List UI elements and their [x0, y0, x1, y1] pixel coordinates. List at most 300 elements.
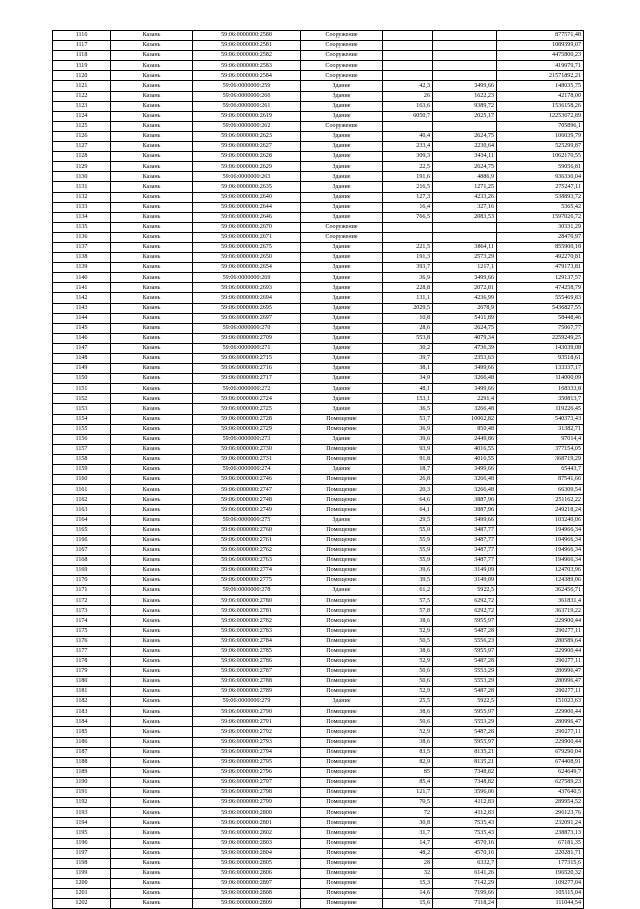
row-number-cell: 1181 — [53, 687, 111, 697]
row-number-cell: 1120 — [53, 71, 111, 81]
cadastral-number-cell: 59:06:0000000:2760 — [193, 525, 301, 535]
rate-cell: 6141,26 — [433, 868, 497, 878]
object-type-cell: Помещение — [301, 838, 383, 848]
table-row — [53, 172, 584, 182]
row-number-cell: 1157 — [53, 444, 111, 454]
rate-cell: 2624,75 — [433, 323, 497, 333]
table-row — [53, 454, 584, 464]
row-number-cell: 1180 — [53, 677, 111, 687]
object-type-cell: Здание — [301, 152, 383, 162]
cadastral-number-cell: 59:06:0000000:2763 — [193, 555, 301, 565]
row-number-cell: 1168 — [53, 555, 111, 565]
row-number-cell: 1143 — [53, 303, 111, 313]
cadastral-value-cell: 124703,96 — [497, 565, 584, 575]
cadastral-number-cell: 59:06:0000000:2791 — [193, 717, 301, 727]
object-type-cell: Здание — [301, 374, 383, 384]
area-cell: 153,1 — [383, 394, 433, 404]
row-number-cell: 1161 — [53, 485, 111, 495]
cadastral-number-cell: 59:06:0000000:2798 — [193, 788, 301, 798]
city-cell: Казань — [111, 434, 193, 444]
object-type-cell: Помещение — [301, 495, 383, 505]
table-row — [53, 333, 584, 343]
city-cell: Казань — [111, 414, 193, 424]
city-cell: Казань — [111, 253, 193, 263]
city-cell: Казань — [111, 91, 193, 101]
cadastral-value-cell: 474258,79 — [497, 283, 584, 293]
city-cell: Казань — [111, 222, 193, 232]
rate-cell: 5487,28 — [433, 727, 497, 737]
city-cell: Казань — [111, 656, 193, 666]
object-type-cell: Помещение — [301, 788, 383, 798]
cadastral-value-cell: 124389,06 — [497, 576, 584, 586]
rate-cell — [433, 31, 497, 41]
rate-cell: 4112,83 — [433, 808, 497, 818]
object-type-cell: Помещение — [301, 798, 383, 808]
table-row — [53, 162, 584, 172]
cadastral-value-cell: 67181,35 — [497, 838, 584, 848]
table-row — [53, 444, 584, 454]
cadastral-number-cell: 59:06:0000000:2635 — [193, 182, 301, 192]
area-cell: 57,5 — [383, 596, 433, 606]
rate-cell: 4079,34 — [433, 333, 497, 343]
object-type-cell: Здание — [301, 192, 383, 202]
area-cell: 53,7 — [383, 414, 433, 424]
city-cell: Казань — [111, 121, 193, 131]
document-page — [52, 30, 583, 909]
table-row — [53, 61, 584, 71]
area-cell: 55,9 — [383, 545, 433, 555]
table-row — [53, 777, 584, 787]
row-number-cell: 1193 — [53, 808, 111, 818]
row-number-cell: 1200 — [53, 878, 111, 888]
row-number-cell: 1166 — [53, 535, 111, 545]
cadastral-value-cell: 65443,7 — [497, 465, 584, 475]
row-number-cell: 1191 — [53, 788, 111, 798]
area-cell — [383, 232, 433, 242]
cadastral-value-cell: 105115,04 — [497, 888, 584, 898]
rate-cell: 3887,96 — [433, 505, 497, 515]
rate-cell: 6332,7 — [433, 858, 497, 868]
area-cell: 22,5 — [383, 162, 433, 172]
table-row — [53, 757, 584, 767]
row-number-cell: 1163 — [53, 505, 111, 515]
cadastral-value-cell: 229900,44 — [497, 707, 584, 717]
cadastral-value-cell: 148035,75 — [497, 81, 584, 91]
area-cell: 766,5 — [383, 212, 433, 222]
table-row — [53, 131, 584, 141]
cadastral-number-cell: 59:06:0000000:274 — [193, 465, 301, 475]
row-number-cell: 1145 — [53, 323, 111, 333]
city-cell: Казань — [111, 273, 193, 283]
cadastral-value-cell: 280589,64 — [497, 636, 584, 646]
cadastral-value-cell: 194966,34 — [497, 535, 584, 545]
row-number-cell: 1150 — [53, 374, 111, 384]
city-cell: Казань — [111, 717, 193, 727]
cadastral-value-cell: 151023,63 — [497, 697, 584, 707]
cadastral-number-cell: 59:06:0000000:260 — [193, 91, 301, 101]
rate-cell: 5487,28 — [433, 687, 497, 697]
rate-cell: 3596,06 — [433, 788, 497, 798]
area-cell: 39,5 — [383, 576, 433, 586]
object-type-cell: Сооружение — [301, 41, 383, 51]
rate-cell: 5556,23 — [433, 636, 497, 646]
area-cell: 31,7 — [383, 828, 433, 838]
rate-cell: 7348,82 — [433, 767, 497, 777]
row-number-cell: 1126 — [53, 131, 111, 141]
area-cell: 6050,7 — [383, 111, 433, 121]
city-cell: Казань — [111, 697, 193, 707]
rate-cell: 3487,77 — [433, 535, 497, 545]
table-row — [53, 273, 584, 283]
row-number-cell: 1196 — [53, 838, 111, 848]
rate-cell: 2072,81 — [433, 283, 497, 293]
row-number-cell: 1199 — [53, 868, 111, 878]
rate-cell: 7348,82 — [433, 777, 497, 787]
table-row — [53, 414, 584, 424]
rate-cell: 4736,39 — [433, 343, 497, 353]
table-row — [53, 253, 584, 263]
cadastral-number-cell: 59:06:0000000:2716 — [193, 364, 301, 374]
area-cell: 14,7 — [383, 838, 433, 848]
cadastral-value-cell: 251162,22 — [497, 495, 584, 505]
table-row — [53, 475, 584, 485]
cadastral-number-cell: 59:06:0000000:273 — [193, 434, 301, 444]
row-number-cell: 1169 — [53, 565, 111, 575]
area-cell: 72 — [383, 808, 433, 818]
table-row — [53, 626, 584, 636]
rate-cell — [433, 222, 497, 232]
cadastral-value-cell: 59056,81 — [497, 162, 584, 172]
rate-cell: 4016,55 — [433, 444, 497, 454]
city-cell: Казань — [111, 888, 193, 898]
cadastral-number-cell: 59:06:0000000:279 — [193, 697, 301, 707]
cadastral-number-cell: 59:06:0000000:2731 — [193, 454, 301, 464]
city-cell: Казань — [111, 283, 193, 293]
table-row — [53, 525, 584, 535]
object-type-cell: Помещение — [301, 606, 383, 616]
row-number-cell: 1179 — [53, 666, 111, 676]
cadastral-number-cell: 59:06:0000000:2748 — [193, 495, 301, 505]
city-cell: Казань — [111, 757, 193, 767]
city-cell: Казань — [111, 212, 193, 222]
cadastral-number-cell: 59:06:0000000:2785 — [193, 646, 301, 656]
cadastral-value-cell: 5365,42 — [497, 202, 584, 212]
object-type-cell: Помещение — [301, 727, 383, 737]
table-row — [53, 596, 584, 606]
cadastral-number-cell: 59:06:0000000:2695 — [193, 303, 301, 313]
cadastral-number-cell: 59:06:0000000:261 — [193, 101, 301, 111]
cadastral-value-cell: 143039,08 — [497, 343, 584, 353]
cadastral-value-cell: 42178,00 — [497, 91, 584, 101]
cadastral-value-cell: 361831,4 — [497, 596, 584, 606]
rate-cell: 2678,9 — [433, 303, 497, 313]
area-cell: 50,6 — [383, 677, 433, 687]
rate-cell: 3434,11 — [433, 152, 497, 162]
cadastral-value-cell: 31382,71 — [497, 424, 584, 434]
table-row — [53, 111, 584, 121]
table-row — [53, 677, 584, 687]
cadastral-value-cell: 75067,77 — [497, 323, 584, 333]
area-cell: 39,7 — [383, 354, 433, 364]
row-number-cell: 1202 — [53, 899, 111, 909]
area-cell: 39,6 — [383, 565, 433, 575]
cadastral-value-cell: 119226,45 — [497, 404, 584, 414]
rate-cell: 5955,97 — [433, 646, 497, 656]
cadastral-value-cell: 229900,44 — [497, 737, 584, 747]
row-number-cell: 1178 — [53, 656, 111, 666]
city-cell: Казань — [111, 828, 193, 838]
cadastral-number-cell: 59:06:0000000:2786 — [193, 656, 301, 666]
rate-cell — [433, 61, 497, 71]
object-type-cell: Здание — [301, 91, 383, 101]
table-row — [53, 313, 584, 323]
row-number-cell: 1152 — [53, 394, 111, 404]
area-cell — [383, 222, 433, 232]
cadastral-number-cell: 59:06:0000000:2640 — [193, 192, 301, 202]
row-number-cell: 1148 — [53, 354, 111, 364]
rate-cell: 3499,66 — [433, 364, 497, 374]
row-number-cell: 1162 — [53, 495, 111, 505]
area-cell: 36,5 — [383, 404, 433, 414]
city-cell: Казань — [111, 576, 193, 586]
rate-cell: 10062,82 — [433, 414, 497, 424]
area-cell: 38,6 — [383, 737, 433, 747]
object-type-cell: Помещение — [301, 555, 383, 565]
cadastral-value-cell: 280996,47 — [497, 677, 584, 687]
row-number-cell: 1137 — [53, 242, 111, 252]
rate-cell: 5553,29 — [433, 666, 497, 676]
object-type-cell: Здание — [301, 354, 383, 364]
object-type-cell: Здание — [301, 111, 383, 121]
row-number-cell: 1131 — [53, 182, 111, 192]
area-cell — [383, 31, 433, 41]
row-number-cell: 1176 — [53, 636, 111, 646]
city-cell: Казань — [111, 596, 193, 606]
rate-cell: 4016,55 — [433, 454, 497, 464]
row-number-cell: 1164 — [53, 515, 111, 525]
cadastral-number-cell: 59:06:0000000:2799 — [193, 798, 301, 808]
city-cell: Казань — [111, 677, 193, 687]
rate-cell: 3499,66 — [433, 515, 497, 525]
area-cell: 30,2 — [383, 343, 433, 353]
cadastral-value-cell: 28470,97 — [497, 232, 584, 242]
object-type-cell: Сооружение — [301, 51, 383, 61]
area-cell: 64,1 — [383, 505, 433, 515]
area-cell: 50,5 — [383, 636, 433, 646]
table-row — [53, 142, 584, 152]
area-cell — [383, 41, 433, 51]
area-cell: 228,8 — [383, 283, 433, 293]
row-number-cell: 1134 — [53, 212, 111, 222]
row-number-cell: 1198 — [53, 858, 111, 868]
area-cell: 233,4 — [383, 142, 433, 152]
cadastral-number-cell: 59:06:0000000:2802 — [193, 828, 301, 838]
table-row — [53, 81, 584, 91]
object-type-cell: Помещение — [301, 636, 383, 646]
table-row — [53, 71, 584, 81]
cadastral-value-cell: 5436827,55 — [497, 303, 584, 313]
rate-cell: 7142,29 — [433, 878, 497, 888]
rate-cell: 5922,5 — [433, 586, 497, 596]
object-type-cell: Здание — [301, 323, 383, 333]
area-cell: 34,9 — [383, 374, 433, 384]
city-cell: Казань — [111, 172, 193, 182]
cadastral-value-cell: 538893,72 — [497, 192, 584, 202]
city-cell: Казань — [111, 565, 193, 575]
cadastral-number-cell: 59:06:0000000:2724 — [193, 394, 301, 404]
table-row — [53, 636, 584, 646]
row-number-cell: 1194 — [53, 818, 111, 828]
object-type-cell: Здание — [301, 293, 383, 303]
object-type-cell: Здание — [301, 242, 383, 252]
table-row — [53, 818, 584, 828]
row-number-cell: 1138 — [53, 253, 111, 263]
cadastral-number-cell: 59:06:0000000:2775 — [193, 576, 301, 586]
table-row — [53, 374, 584, 384]
city-cell: Казань — [111, 242, 193, 252]
table-row — [53, 545, 584, 555]
rate-cell: 2230,64 — [433, 142, 497, 152]
cadastral-value-cell: 525299,87 — [497, 142, 584, 152]
city-cell: Казань — [111, 313, 193, 323]
cadastral-value-cell: 168333,8 — [497, 384, 584, 394]
cadastral-number-cell: 59:06:0000000:2619 — [193, 111, 301, 121]
row-number-cell: 1128 — [53, 152, 111, 162]
cadastral-number-cell: 59:06:0000000:2715 — [193, 354, 301, 364]
row-number-cell: 1174 — [53, 616, 111, 626]
cadastral-value-cell: 540373,43 — [497, 414, 584, 424]
rate-cell: 5955,97 — [433, 616, 497, 626]
rate-cell: 2624,75 — [433, 162, 497, 172]
object-type-cell: Помещение — [301, 848, 383, 858]
row-number-cell: 1184 — [53, 717, 111, 727]
area-cell: 70,5 — [383, 798, 433, 808]
object-type-cell: Помещение — [301, 626, 383, 636]
area-cell: 50,6 — [383, 666, 433, 676]
city-cell: Казань — [111, 848, 193, 858]
cadastral-value-cell: 362456,71 — [497, 586, 584, 596]
city-cell: Казань — [111, 899, 193, 909]
row-number-cell: 1186 — [53, 737, 111, 747]
rate-cell: 7199,66 — [433, 888, 497, 898]
city-cell: Казань — [111, 687, 193, 697]
table-row — [53, 263, 584, 273]
rate-cell: 3149,09 — [433, 576, 497, 586]
cadastral-number-cell: 59:06:0000000:263 — [193, 172, 301, 182]
cadastral-number-cell: 59:06:0000000:2582 — [193, 51, 301, 61]
cadastral-number-cell: 59:06:0000000:2788 — [193, 677, 301, 687]
object-type-cell: Помещение — [301, 576, 383, 586]
row-number-cell: 1127 — [53, 142, 111, 152]
object-type-cell: Помещение — [301, 808, 383, 818]
row-number-cell: 1165 — [53, 525, 111, 535]
city-cell: Казань — [111, 858, 193, 868]
city-cell: Казань — [111, 515, 193, 525]
cadastral-value-cell: 30331,29 — [497, 222, 584, 232]
table-row — [53, 646, 584, 656]
rate-cell — [433, 41, 497, 51]
cadastral-value-cell: 674408,91 — [497, 757, 584, 767]
cadastral-number-cell: 59:06:0000000:2782 — [193, 616, 301, 626]
area-cell: 40,4 — [383, 131, 433, 141]
object-type-cell: Сооружение — [301, 232, 383, 242]
cadastral-value-cell: 109277,04 — [497, 878, 584, 888]
area-cell: 20,3 — [383, 485, 433, 495]
object-type-cell: Помещение — [301, 656, 383, 666]
table-row — [53, 465, 584, 475]
rate-cell: 3266,48 — [433, 374, 497, 384]
table-row — [53, 788, 584, 798]
object-type-cell: Помещение — [301, 687, 383, 697]
area-cell: 121,7 — [383, 788, 433, 798]
object-type-cell: Здание — [301, 303, 383, 313]
city-cell: Казань — [111, 192, 193, 202]
rate-cell: 4570,16 — [433, 848, 497, 858]
rate-cell: 6292,72 — [433, 596, 497, 606]
city-cell: Казань — [111, 707, 193, 717]
cadastral-number-cell: 59:06:0000000:2749 — [193, 505, 301, 515]
area-cell: 64,6 — [383, 495, 433, 505]
object-type-cell: Помещение — [301, 545, 383, 555]
area-cell — [383, 61, 433, 71]
cadastral-number-cell: 59:06:0000000:2584 — [193, 71, 301, 81]
table-row — [53, 91, 584, 101]
cadastral-value-cell: 106039,79 — [497, 131, 584, 141]
city-cell: Казань — [111, 364, 193, 374]
area-cell: 18,7 — [383, 465, 433, 475]
cadastral-value-cell: 363719,22 — [497, 606, 584, 616]
city-cell: Казань — [111, 475, 193, 485]
rate-cell: 850,48 — [433, 424, 497, 434]
object-type-cell: Здание — [301, 253, 383, 263]
table-row — [53, 899, 584, 909]
cadastral-number-cell: 59:06:0000000:2623 — [193, 131, 301, 141]
row-number-cell: 1119 — [53, 61, 111, 71]
table-row — [53, 51, 584, 61]
row-number-cell: 1149 — [53, 364, 111, 374]
cadastral-value-cell: 194966,34 — [497, 545, 584, 555]
rate-cell: 3499,66 — [433, 465, 497, 475]
area-cell: 52,9 — [383, 656, 433, 666]
object-type-cell: Здание — [301, 364, 383, 374]
area-cell: 38,1 — [383, 364, 433, 374]
area-cell: 36,9 — [383, 424, 433, 434]
cadastral-value-cell: 97014,4 — [497, 434, 584, 444]
cadastral-number-cell: 59:06:0000000:2806 — [193, 868, 301, 878]
object-type-cell: Помещение — [301, 454, 383, 464]
object-type-cell: Помещение — [301, 717, 383, 727]
rate-cell: 2083,53 — [433, 212, 497, 222]
cadastral-number-cell: 59:06:0000000:2762 — [193, 545, 301, 555]
rate-cell: 6292,72 — [433, 606, 497, 616]
object-type-cell: Помещение — [301, 878, 383, 888]
city-cell: Казань — [111, 354, 193, 364]
table-row — [53, 535, 584, 545]
object-type-cell: Помещение — [301, 888, 383, 898]
city-cell: Казань — [111, 666, 193, 676]
cadastral-value-cell: 679290,04 — [497, 747, 584, 757]
cadastral-value-cell: 936330,04 — [497, 172, 584, 182]
area-cell: 29,5 — [383, 515, 433, 525]
cadastral-value-cell: 555469,83 — [497, 293, 584, 303]
area-cell: 28,6 — [383, 323, 433, 333]
area-cell — [383, 121, 433, 131]
rate-cell: 5922,5 — [433, 697, 497, 707]
table-row — [53, 565, 584, 575]
cadastral-value-cell: 87541,66 — [497, 475, 584, 485]
city-cell: Казань — [111, 374, 193, 384]
object-type-cell: Помещение — [301, 818, 383, 828]
